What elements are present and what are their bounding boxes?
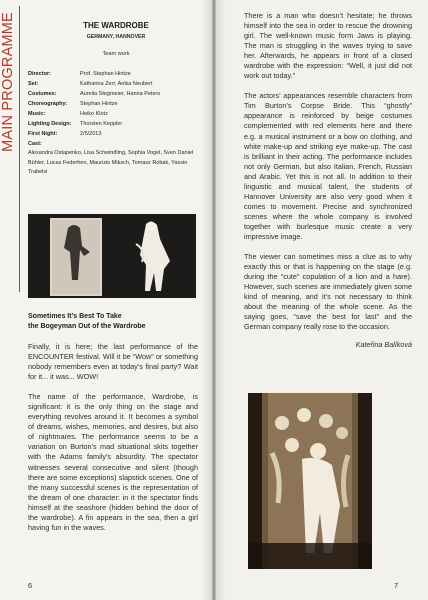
credit-role: Choreography: <box>28 101 68 107</box>
credit-role: Lighting Design: <box>28 121 72 127</box>
credit-name: Stephan Hintze <box>80 101 118 107</box>
section-label: MAIN PROGRAMME <box>0 12 16 152</box>
credit-row <box>28 99 204 109</box>
stage-photo-art <box>248 393 372 569</box>
performance-title: THE WARDROBE <box>83 21 149 30</box>
stage-photo-wardrobe <box>28 214 196 298</box>
left-page <box>0 0 212 600</box>
credit-role: First Night: <box>28 131 58 137</box>
credit-name: Prof. Stephan Hintze <box>80 71 131 77</box>
article-column-right <box>244 11 412 349</box>
article-heading-line: the Bogeyman Out of the Wardrobe <box>28 323 146 330</box>
performance-origin: GERMANY, HANNOVER <box>86 34 146 40</box>
credit-row <box>28 129 204 139</box>
article-paragraph: The viewer can sometimes miss a clue as to why exactly this or that is happening on the stage (e.g. during the “cute” copulation of a lion and a hare). However, such scenes are immediately given some kind of meaning, and it’s not necessary to think about the meaning of the whole scene. As the saying goes, “save the best for last” and the German company really rose to the occasion. <box>244 252 412 332</box>
credit-row <box>28 79 204 89</box>
cast-label: Cast: <box>28 141 42 147</box>
credit-name: 2/5/2013 <box>80 131 102 137</box>
credit-name: Katharina Zerr, Anika Neubert <box>80 81 153 87</box>
article-heading-line: Sometimes It’s Best To Take <box>28 313 122 320</box>
page-number: 7 <box>394 581 399 590</box>
credit-role: Director: <box>28 71 51 77</box>
stage-photo-art <box>28 214 196 298</box>
credit-row <box>28 69 204 79</box>
article-heading <box>28 312 198 332</box>
credit-row <box>28 89 204 99</box>
credit-role: Music: <box>28 111 46 117</box>
section-rule <box>19 6 20 292</box>
credit-name: Aurelia Stegmeier, Hanna Peters <box>80 91 161 97</box>
article-paragraph: The name of the performance, Wardrobe, is significant: it is the only thing on the stage and everything revolves around it. It becomes a symbol of dreams, wishes, memories, and desires, but also of nightmares. The performance seems to be a variation on Burton’s mad situational skits together with the Adams family’s absurdity. The spectator witnesses several consecutive and silent (though there are some exceptions) slapstick scenes. One of the many successful scenes is the representation of the dream of one character: in it the spectator finds himself at the seashore (hidden behind the door of the wardrobe). A fin appears in the sea, then a girl having fun in the waves. <box>28 392 198 532</box>
credit-name: Thorsten Keppler <box>80 121 123 127</box>
company-label: Team work <box>102 51 130 57</box>
author-byline: Kateřina Balíková <box>355 340 412 350</box>
credit-name: Heiko Klotz <box>80 111 108 117</box>
article-column-left <box>28 312 198 533</box>
credits-list <box>28 69 204 178</box>
credit-row <box>28 119 204 129</box>
stage-photo-ensemble <box>248 393 372 569</box>
cast-names: Alexandra Ostapenko, Lisa Schwindling, Sophia Vogel, Sven Daniel Bühler, Lucas Federhen, Maurizio Miksch, Tomasz Robak, Yassin Trabelsi <box>28 150 194 175</box>
article-paragraph: The actors’ appearances resemble characters from Tim Burton’s Corpse Bride. This “ghostly” appearance is reinforced by beige costumes complemented with red elements here and there e.g. a musical instrument or a bow on clothing, and white make-up and striking eye make-up. The cast is brilliant in their acting. The performance includes not only German, but also Italian, French, Russian and Arabic. Yet this is not all. In addition to their linguistic and musical talent, the students of Hannover University are also very good when it comes to movement. Precise and synchronized scenes where the whole company is involved together with burlesque music create a very impressive image. <box>244 91 412 241</box>
credit-role: Costumes: <box>28 91 57 97</box>
page-number: 6 <box>28 581 33 590</box>
article-paragraph: There is a man who doesn’t hesitate; he throws himself into the sea in order to rescue the drowning girl. The well-known music form Jaws is playing. The man is struggling in the waves trying to save her. Afterwards, he appears in front of a closed wardrobe with the expression: “Well, it just did not work out today.” <box>244 11 412 81</box>
credit-row <box>28 109 204 119</box>
article-paragraph: Finally, it is here; the last performance of the ENCOUNTER festival. Will it be “Wow” or something nobody remembers even at today’s final party? Wait for it... it was... WOW! <box>28 342 198 382</box>
credit-role: Set: <box>28 81 39 87</box>
